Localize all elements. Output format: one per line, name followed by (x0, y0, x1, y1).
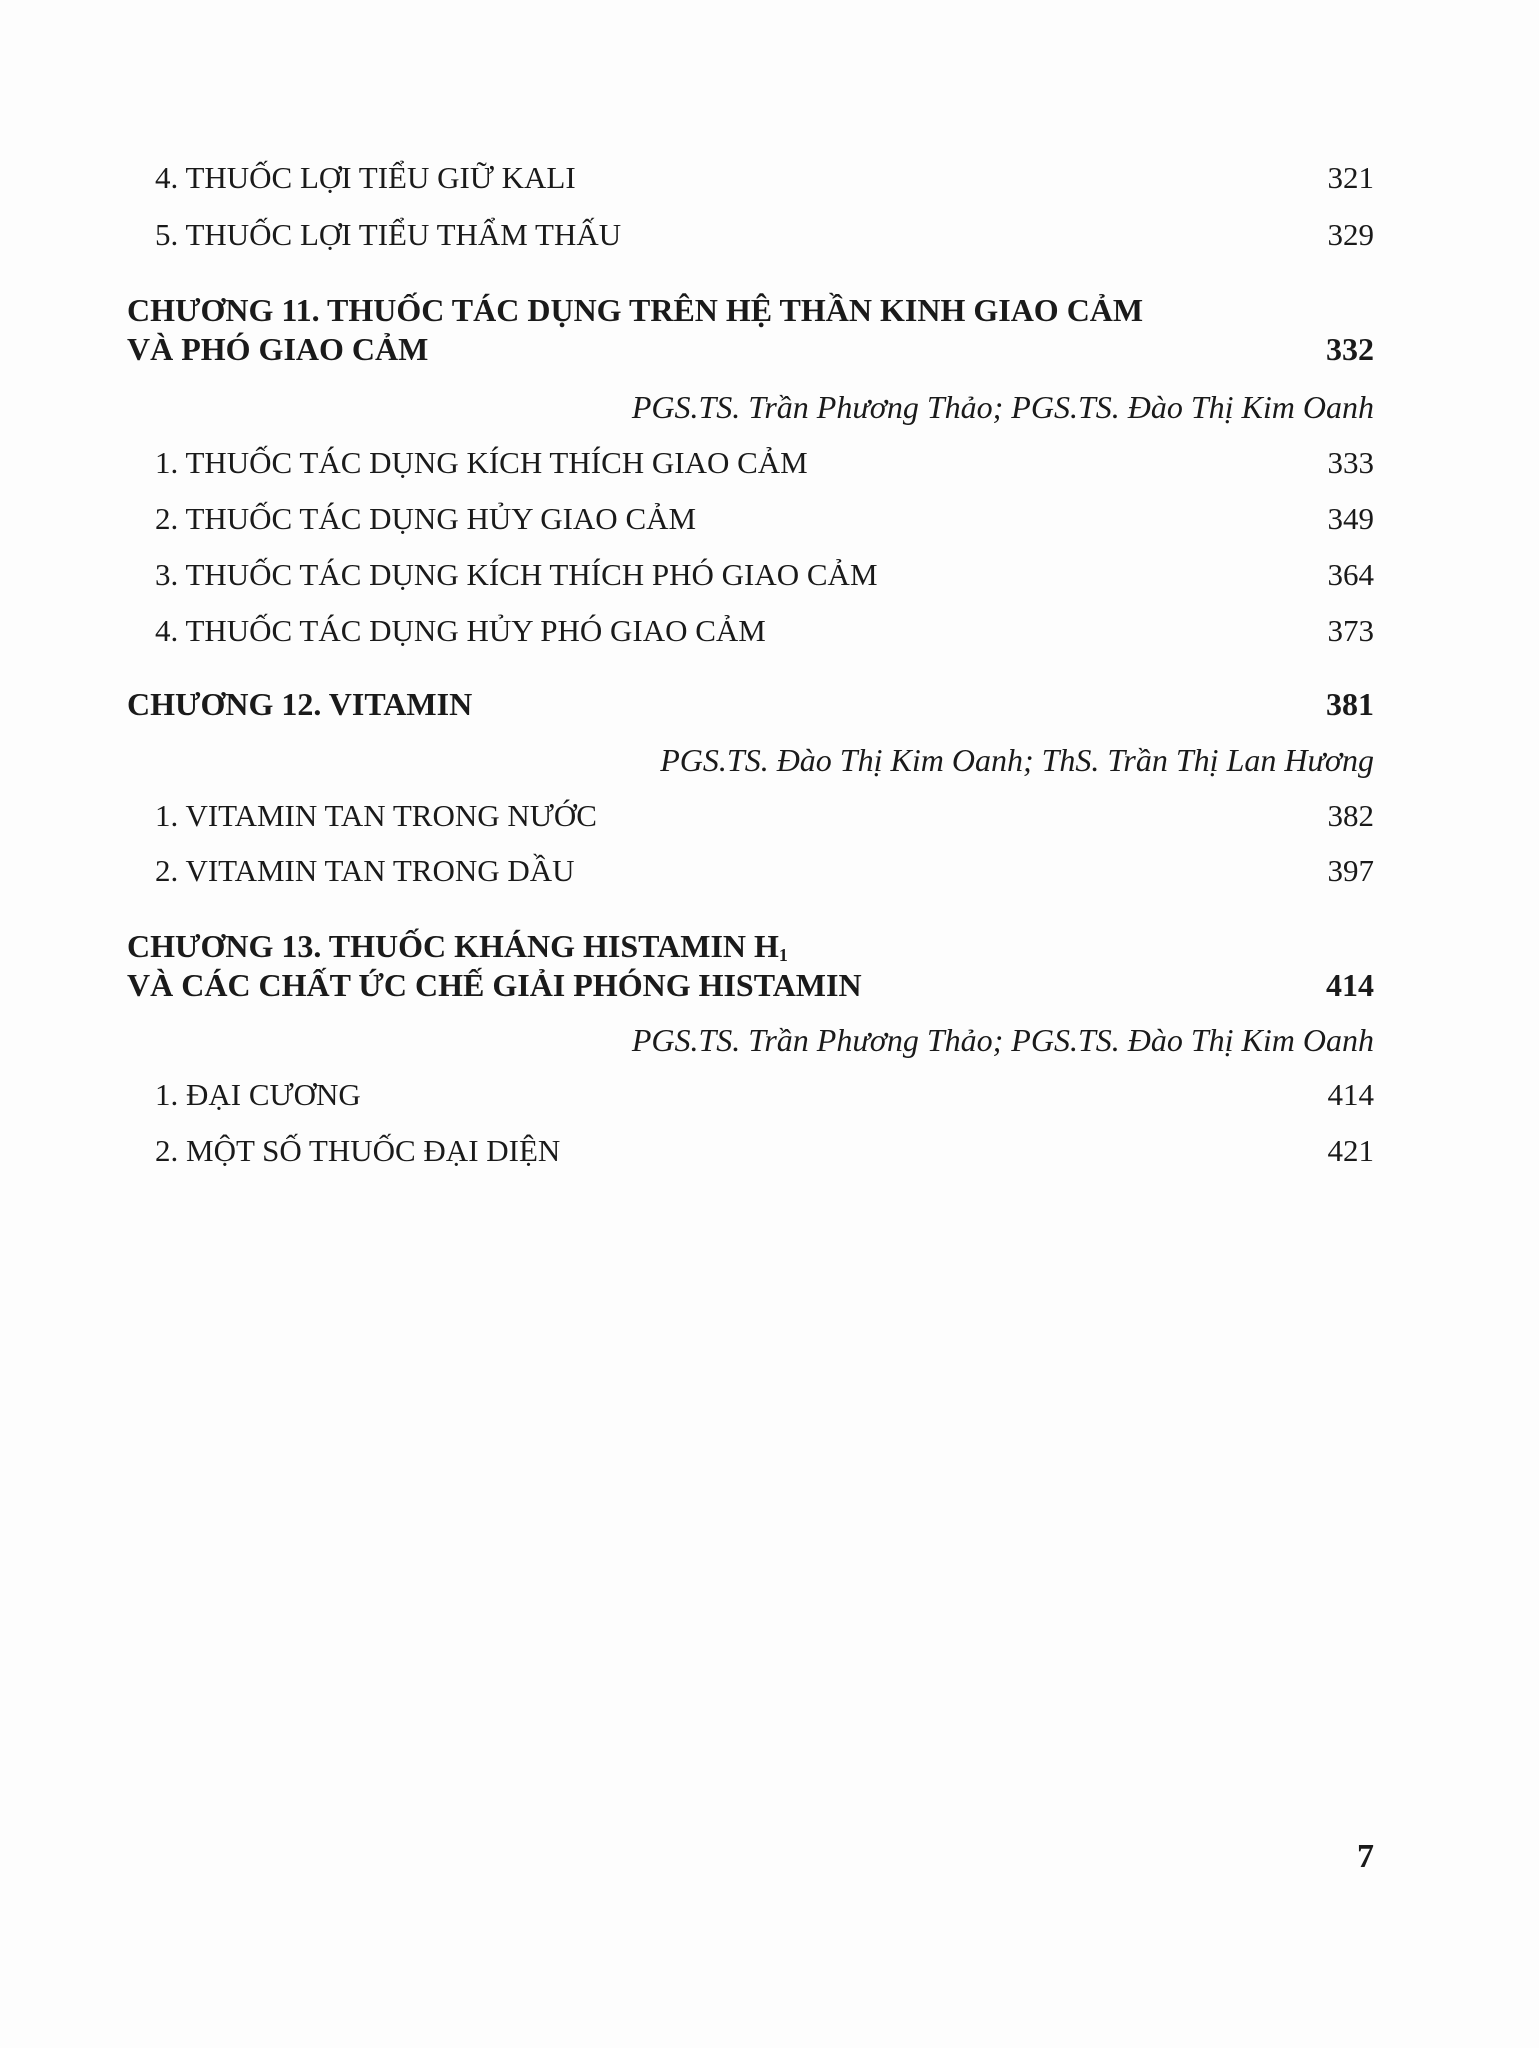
chapter-page: 332 (1326, 331, 1374, 367)
entry-page: 321 (1327, 160, 1374, 195)
entry-title: 1. ĐẠI CƯƠNG (155, 1077, 361, 1112)
entry-title: 2. MỘT SỐ THUỐC ĐẠI DIỆN (155, 1133, 561, 1168)
chapter-authors: PGS.TS. Trần Phương Thảo; PGS.TS. Đào Thị Kim Oanh (631, 389, 1374, 425)
chapter-authors: PGS.TS. Đào Thị Kim Oanh; ThS. Trần Thị Lan Hương (660, 742, 1374, 778)
chapter-title: VÀ PHÓ GIAO CẢM (127, 331, 429, 367)
entry-page: 414 (1327, 1077, 1374, 1112)
entry-page: 329 (1327, 217, 1374, 252)
entry-title: 2. VITAMIN TAN TRONG DẦU (155, 853, 575, 888)
entry-title: 2. THUỐC TÁC DỤNG HỦY GIAO CẢM (155, 501, 697, 536)
entry-title: 4. THUỐC LỢI TIỂU GIỮ KALI (155, 160, 576, 195)
entry-title: 5. THUỐC LỢI TIỂU THẨM THẤU (155, 217, 622, 252)
entry-title: 3. THUỐC TÁC DỤNG KÍCH THÍCH PHÓ GIAO CẢM (155, 557, 878, 592)
entry-title: 1. THUỐC TÁC DỤNG KÍCH THÍCH GIAO CẢM (155, 445, 808, 480)
entry-title: 1. VITAMIN TAN TRONG NƯỚC (155, 798, 597, 833)
entry-page: 364 (1327, 557, 1374, 592)
entry-title: 4. THUỐC TÁC DỤNG HỦY PHÓ GIAO CẢM (155, 613, 766, 648)
chapter-authors: PGS.TS. Trần Phương Thảo; PGS.TS. Đào Thị Kim Oanh (631, 1022, 1374, 1058)
page-number: 7 (1357, 1838, 1374, 1875)
chapter-page: 381 (1326, 686, 1374, 722)
chapter-title: CHƯƠNG 11. THUỐC TÁC DỤNG TRÊN HỆ THẦN KINH GIAO CẢM (127, 292, 1144, 328)
entry-page: 333 (1327, 445, 1374, 480)
entry-page: 397 (1327, 853, 1374, 888)
entry-page: 349 (1327, 501, 1374, 536)
chapter-page: 414 (1326, 967, 1374, 1003)
entry-page: 382 (1327, 798, 1374, 833)
entry-page: 373 (1327, 613, 1374, 648)
entry-page: 421 (1327, 1133, 1374, 1168)
chapter-title: VÀ CÁC CHẤT ỨC CHẾ GIẢI PHÓNG HISTAMIN (127, 967, 862, 1003)
chapter-title-text: CHƯƠNG 13. THUỐC KHÁNG HISTAMIN H (127, 928, 779, 964)
chapter-title-subscript: 1 (778, 945, 788, 965)
chapter-title: CHƯƠNG 12. VITAMIN (127, 686, 473, 722)
